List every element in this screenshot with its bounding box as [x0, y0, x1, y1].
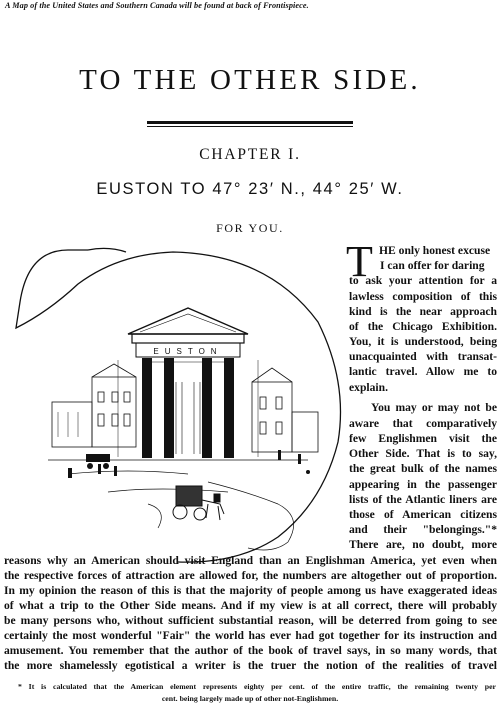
title-rule-thick [147, 121, 353, 124]
body-line: amusement. You remember that the author of the book of travel says, in so many words, that [4, 644, 497, 657]
column-line: unacquainted with transat- [349, 350, 497, 363]
frontispiece-note: A Map of the United States and Southern Canada will be found at back of Frontispiece. [5, 1, 309, 10]
body-line: be many persons who, without sufficient substantial reason, will be deterred from going to see [4, 614, 497, 627]
euston-arch-illustration [8, 242, 348, 564]
footnote-line: * It is calculated that the American element represents eighty per cent. of the entire traffic, the remaining twenty per [18, 682, 496, 691]
column-line: appearing in the passenger [349, 478, 497, 491]
body-line: certainly the most wonderful "Fair" the world has ever had got together for its instruction and [4, 629, 497, 642]
footnote-line: cent. being largely made up of other not-Englishmen. [161, 694, 339, 703]
body-line: reasons why an American should visit England than an Englishman America, yet even when [4, 554, 497, 567]
column-line: There are, no doubt, more [349, 538, 497, 551]
body-line: of what a trip to the Other Side means. And if my view is at all correct, there will probably [4, 599, 497, 612]
column-line: to ask your attention for a [349, 274, 497, 287]
column-line: lantic travel. Allow me to [349, 365, 497, 378]
drop-cap: T [346, 237, 373, 286]
column-line: and their "belongings."* [349, 523, 497, 536]
column-line: of the Chicago Exhibition. [349, 320, 497, 333]
chapter-heading: CHAPTER I. [199, 146, 301, 163]
column-line: the great bulk of the names [349, 462, 497, 475]
page-title: TO THE OTHER SIDE. [79, 64, 421, 96]
column-line: Other Side. That is to say, [349, 447, 497, 460]
body-line: the more shamelessly egotistical a writer is the truer the notion of the realities of travel [4, 659, 497, 672]
body-line: In my opinion the reason of this is that the majority of people among us have exaggerated ideas [4, 584, 497, 597]
column-line: lawless composition of this [349, 290, 497, 303]
column-line: kind is the near approach [349, 305, 497, 318]
column-line: I can offer for daring [380, 259, 485, 272]
dedication: FOR YOU. [216, 221, 284, 235]
column-line: explain. [349, 381, 388, 394]
column-line: aware that comparatively [349, 417, 497, 430]
column-line: You, it is understood, being [349, 335, 497, 348]
column-line: You may or may not be [371, 401, 497, 414]
column-line: HE only honest excuse [379, 244, 491, 257]
column-line: those of American citizens [349, 508, 497, 521]
column-line: few Englishmen visit the [349, 432, 497, 445]
arch-inscription: EUSTON [153, 347, 223, 356]
column-line: lists of the Atlantic liners are [349, 493, 497, 506]
body-line: the respective forces of attraction are allowed for, the numbers are altogether out of proportion. [4, 569, 497, 582]
chapter-subtitle: EUSTON TO 47° 23′ N., 44° 25′ W. [96, 180, 404, 198]
title-rule-thin [147, 126, 353, 127]
